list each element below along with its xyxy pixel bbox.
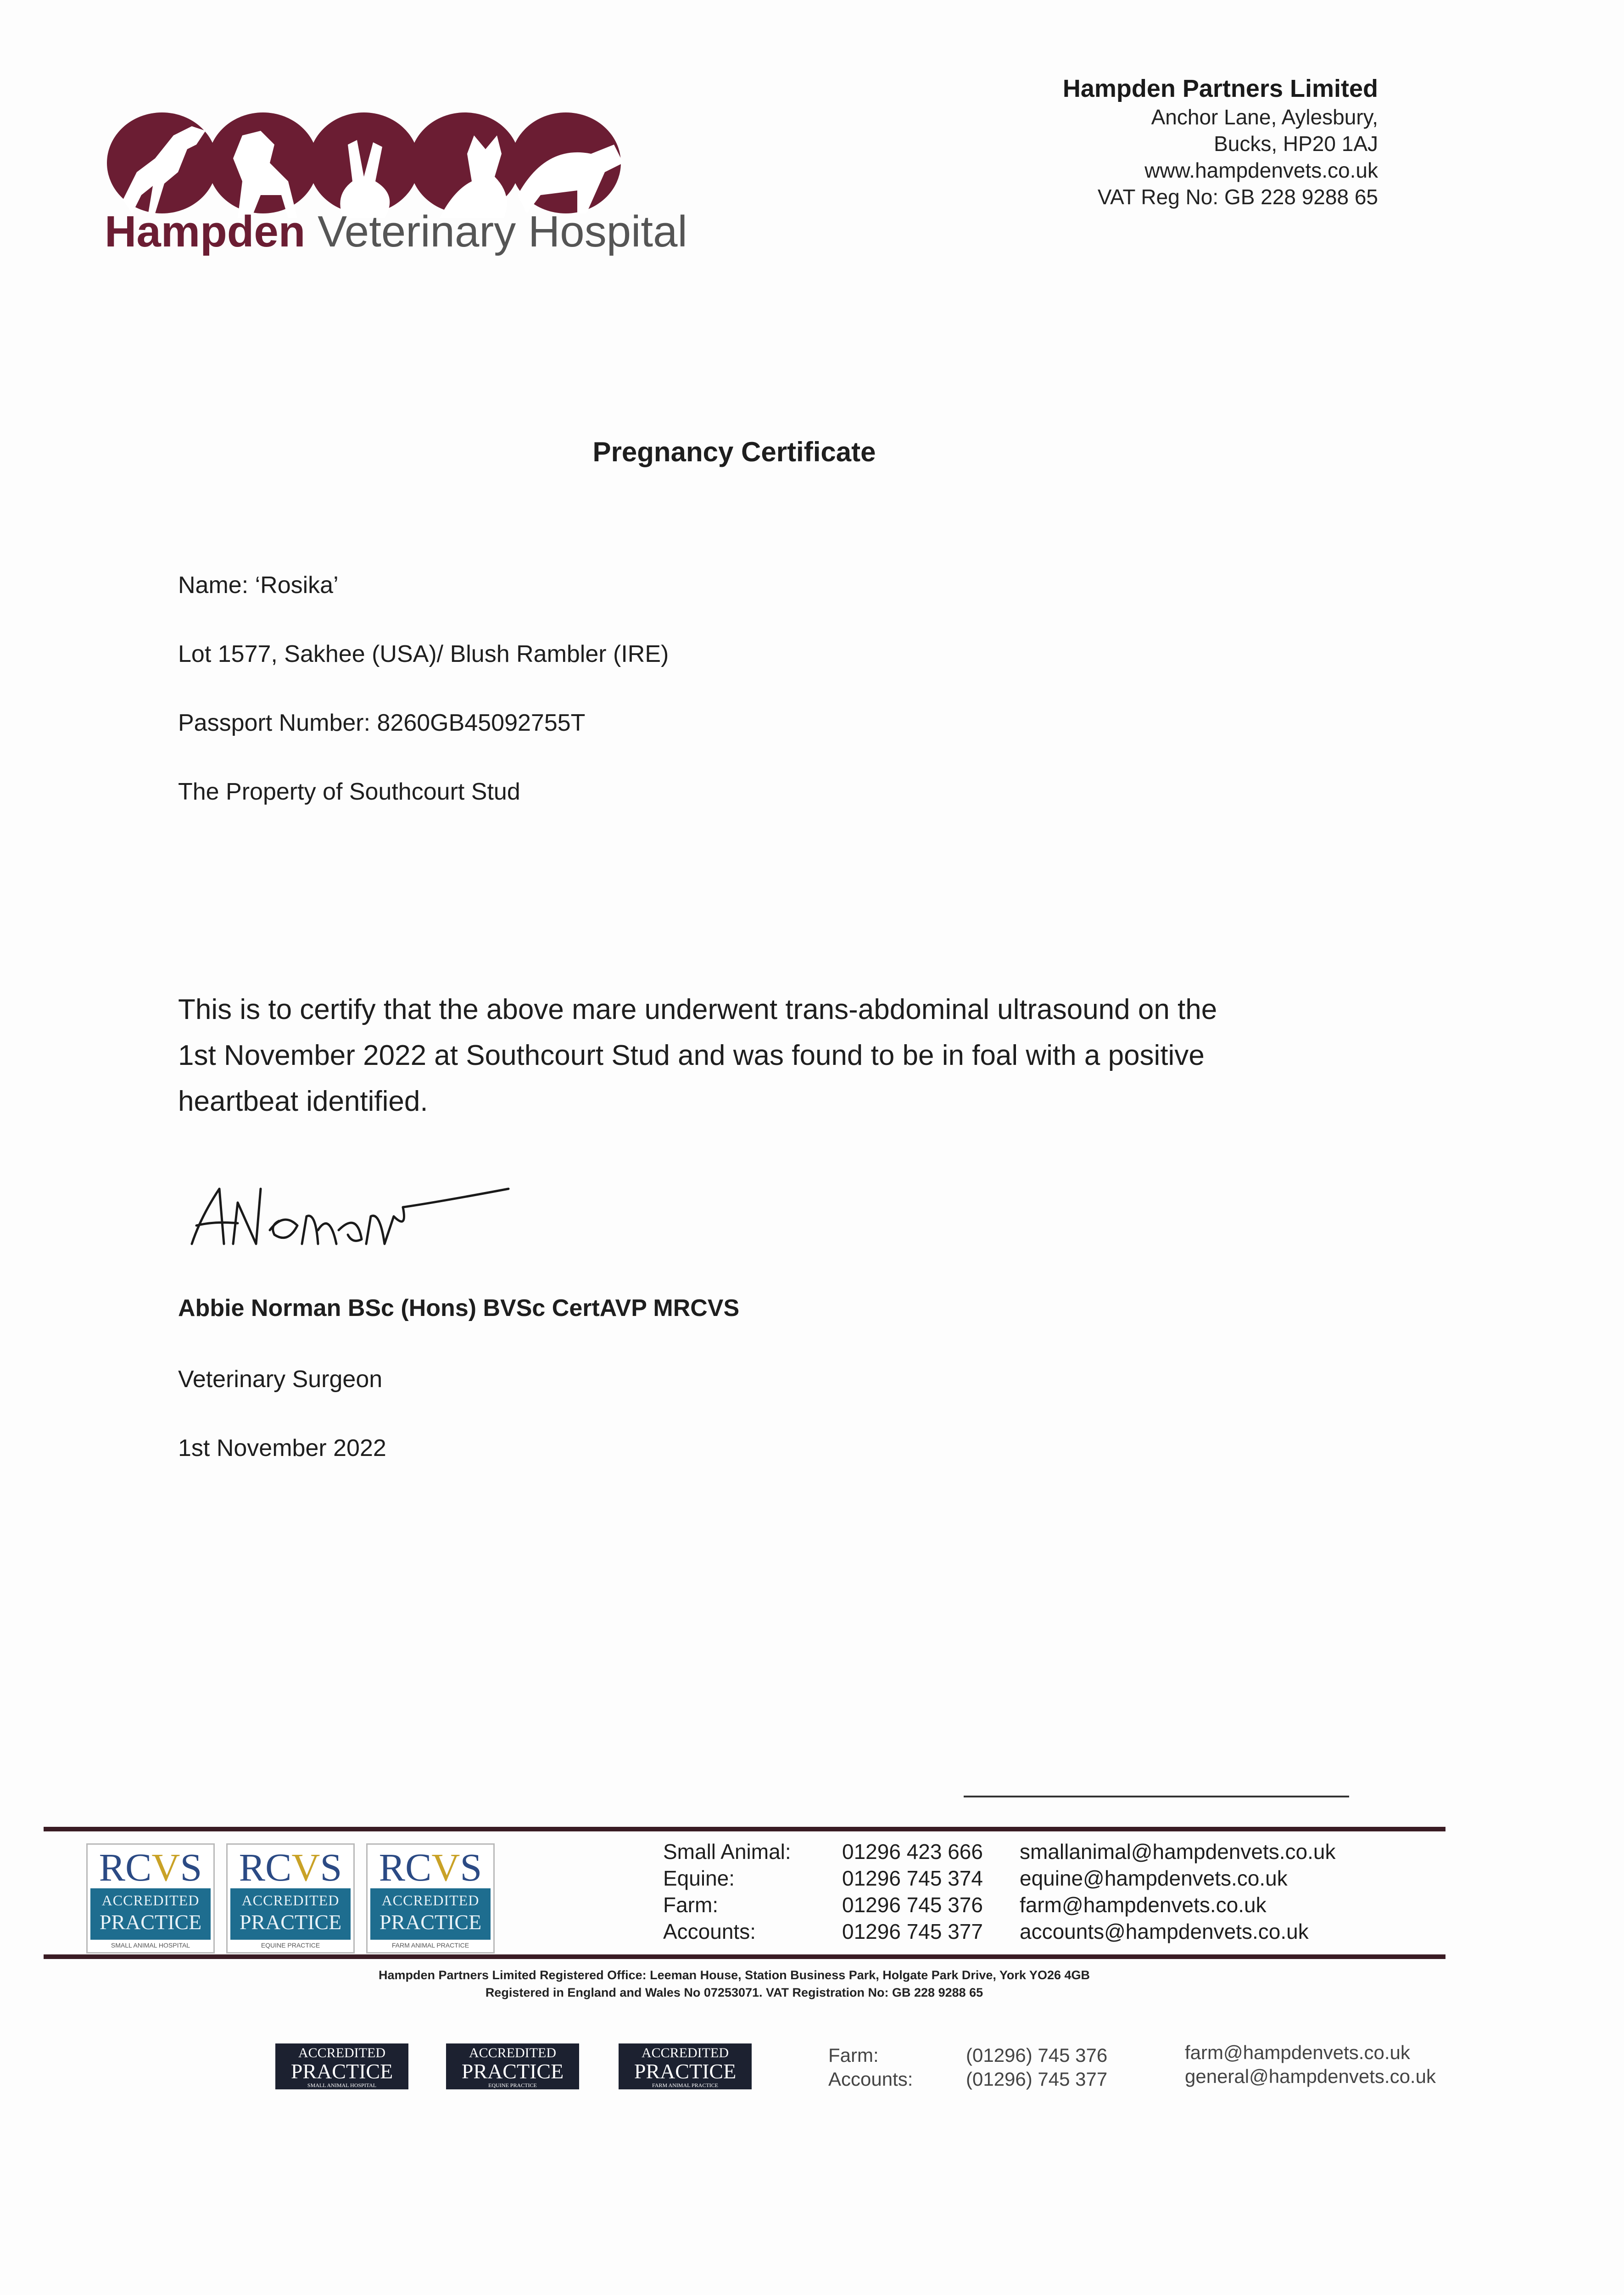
rcvs-badge-equine: RCVS ACCREDITED PRACTICE EQUINE PRACTICE [226,1843,355,1954]
ghost-contact-phones: (01296) 745 376 (01296) 745 377 [966,2044,1108,2090]
company-address-block [1063,73,1378,210]
ghost-contact-labels: Farm: Accounts: [828,2044,913,2090]
phone-farm[interactable]: 01296 745 376 [842,1893,983,1917]
phone-accounts[interactable]: 01296 745 377 [842,1920,983,1943]
rcvs-badge-small-animal: RCVS ACCREDITED PRACTICE SMALL ANIMAL HOSPITAL [86,1843,215,1954]
registered-office: Hampden Partners Limited Registered Office: Leeman House, Station Business Park, Holgate Park Drive, York YO26 4GB [378,1968,1090,1982]
contact-emails [1020,1838,1335,1945]
address-line-1: Anchor Lane, Aylesbury, [1151,105,1378,129]
website-link[interactable]: www.hampdenvets.co.uk [1144,158,1378,182]
ghost-badge-farm: ACCREDITED PRACTICE FARM ANIMAL PRACTICE [619,2043,752,2089]
phone-small-animal[interactable]: 01296 423 666 [842,1840,983,1864]
contact-labels: Small Animal: Equine: Farm: Accounts: [663,1840,791,1943]
certification-statement: This is to certify that the above mare underwent trans-abdominal ultrasound on the 1st November 2022 at Southcourt Stud and was found to be in foal with a positive heartbeat identified. [178,994,1217,1117]
document-title: Pregnancy Certificate [592,437,876,467]
email-farm[interactable]: farm@hampdenvets.co.uk [1020,1893,1267,1917]
signer-role: Veterinary Surgeon [178,1366,383,1393]
signer-name: Abbie Norman BSc (Hons) BVSc CertAVP MRCVS [178,1295,740,1321]
vat-number: VAT Reg No: GB 228 9288 65 [1097,185,1378,209]
certificate-date: 1st November 2022 [178,1435,386,1461]
footer-bottom-rule [44,1954,1445,1959]
rcvs-badge-farm: RCVS ACCREDITED PRACTICE FARM ANIMAL PRACTICE [366,1843,495,1954]
divider [964,1796,1349,1797]
horse-name: Name: ‘Rosika’ [178,572,339,599]
email-equine[interactable]: equine@hampdenvets.co.uk [1020,1866,1288,1890]
email-small-animal[interactable]: smallanimal@hampdenvets.co.uk [1020,1840,1336,1864]
company-name: Hampden Partners Limited [1062,75,1378,102]
signature [178,1161,527,1262]
lot-pedigree: Lot 1577, Sakhee (USA)/ Blush Rambler (IRE) [178,641,669,667]
phone-equine[interactable]: 01296 745 374 [842,1866,983,1890]
ghost-badge-equine: ACCREDITED PRACTICE EQUINE PRACTICE [446,2043,579,2089]
property-owner: The Property of Southcourt Stud [178,778,520,805]
passport-number: Passport Number: 8260GB45092755T [178,710,586,736]
contact-phones [842,1838,983,1945]
ghost-badge-small-animal: ACCREDITED PRACTICE SMALL ANIMAL HOSPITAL [275,2043,408,2089]
hospital-name: Hampden Veterinary Hospital [105,207,687,256]
address-line-2: Bucks, HP20 1AJ [1214,132,1378,156]
company-registration: Registered in England and Wales No 07253071. VAT Registration No: GB 228 9288 65 [485,1986,983,1999]
ghost-contact-emails: farm@hampdenvets.co.uk general@hampdenvets.co.uk [1185,2042,1436,2087]
email-accounts[interactable]: accounts@hampdenvets.co.uk [1020,1920,1309,1943]
footer-top-rule [44,1827,1445,1831]
